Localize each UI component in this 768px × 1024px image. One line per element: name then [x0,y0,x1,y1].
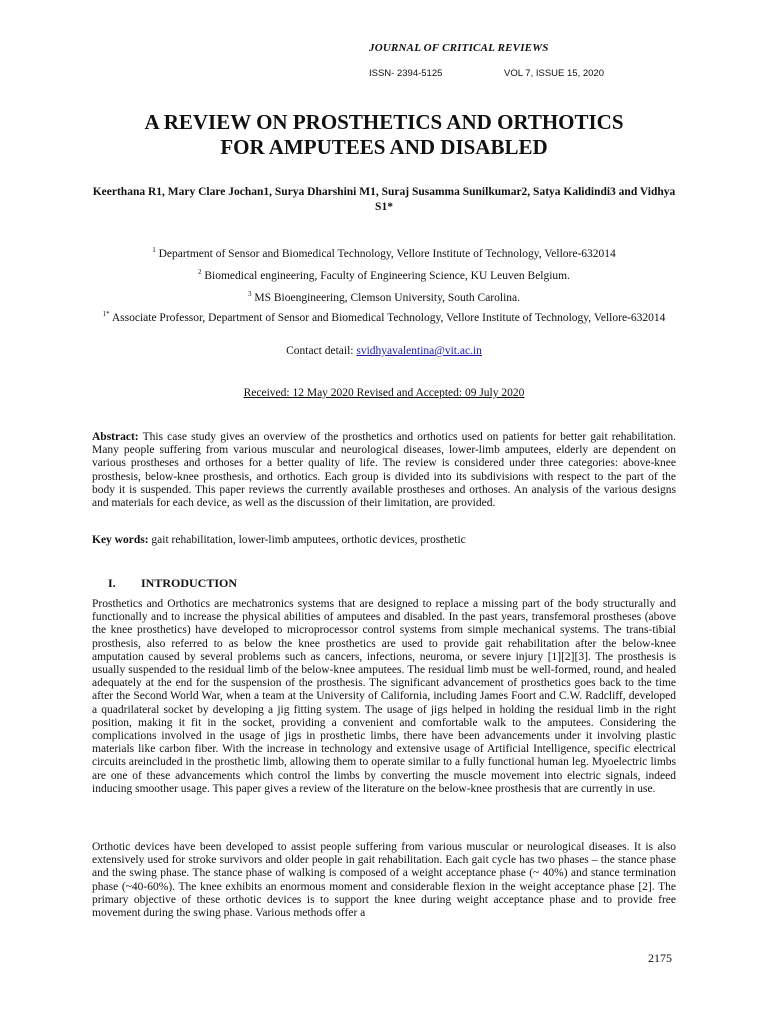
section-heading [108,576,237,591]
contact-detail [90,344,678,358]
affiliation-3-mark: 3 [247,290,252,298]
article-title-line-1: A REVIEW ON PROSTHETICS AND ORTHOTICS [144,110,624,134]
issn-number: ISSN- 2394-5125 [369,68,443,79]
affiliation-4-mark: 1* [102,310,110,318]
section-title: INTRODUCTION [141,576,238,590]
volume-issue: VOL 7, ISSUE 15, 2020 [504,68,604,79]
keywords-label: Key words: [92,534,149,546]
article-title-line-2: FOR AMPUTEES AND DISABLED [220,135,548,159]
contact-email-link[interactable]: svidhyavalentina@vit.ac.in [356,345,482,357]
abstract-label: Abstract: [92,431,139,443]
author-list: Keerthana R1, Mary Clare Jochan1, Surya Dharshini M1, Suraj Susamma Sunilkumar2, Satya Kalidindi3 and Vidhya S1* [92,186,676,213]
affiliation-4 [90,307,678,325]
abstract [92,431,676,510]
affiliation-3-text: MS Bioengineering, Clemson University, South Carolina. [254,291,521,304]
body-paragraph-2: Orthotic devices have been developed to assist people suffering from various muscular or neurological diseases. It is also extensively used for stroke survivors and older people in gait rehabilitation. Each gait cycle has two phases – the stance phase and the swing phase. The stance phase of walking is composed of a weight acceptance phase (~ 40%) and stance termination phase (~40-60%). The knee exhibits an enormous moment and considerable flexion in the weight acceptance phase [2]. The primary objective of these orthotic devices is to support the knee during weight acceptance phase and to provide free movement during the swing phase. Various methods offer a [92,841,676,920]
affiliation-2-text: Biomedical engineering, Faculty of Engineering Science, KU Leuven Belgium. [204,269,571,282]
article-title [60,110,708,160]
affiliation-1 [90,243,678,261]
body-paragraph-1: Prosthetics and Orthotics are mechatronics systems that are designed to replace a missing part of the body structurally and functionally and to increase the physical abilities of amputees and disabled. In the past years, transfemoral prostheses (above the knee prosthetics) have developed to microprocessor control systems from simple mechanical systems. The trans-tibial prosthesis, also referred to as below the knee prosthetics are used to provide gait rehabilitation after the below-knee amputation caused by several problems such as cancers, infections, neuroma, or severe injury [1][2][3]. The prosthesis is usually suspended to the residual limb of the below-knee amputees. The residual limb must be well-formed, round, and healed adequately at the end for the suspension of the prosthesis. The significant advancement of prosthetics goes back to the time after the Second World War, when a team at the University of California, including James Foort and C.W. Radcliff, developed a quadrilateral socket by developing a jig fitting system. The usage of jigs helped in holding the residual limb in the right position, making it fit in the socket, providing a convenient and comfortable walk to the amputees. Considering the complications involved in the usage of jigs in prosthetic limbs, there have been advancements under it involving plastic materials like carbon fiber. With the increase in technology and extensive usage of Artificial Intelligence, specific electrical circuits areincluded in the prosthetic limb, allowing them to operate similar to a fully functional human leg. Myoelectric limbs are one of these advancements which control the limbs by converting the muscle movement into electric signals, indeed inducing smoother usage. This paper gives a review of the literature on the below-knee prosthesis that are currently in use. [92,598,676,795]
affiliation-2-mark: 2 [197,268,202,276]
received-text: Received: 12 May 2020 Revised and Accepted: 09 July 2020 [243,387,525,399]
affiliation-4-text: Associate Professor, Department of Sensor and Biomedical Technology, Vellore Institute of Technology, Vellore-632014 [111,311,666,324]
journal-title: JOURNAL OF CRITICAL REVIEWS [369,42,549,54]
keywords [92,534,676,546]
affiliation-1-mark: 1 [152,246,156,254]
affiliation-1-text: Department of Sensor and Biomedical Technology, Vellore Institute of Technology, Vellore-632014 [158,247,616,260]
contact-label: Contact detail: [286,345,354,357]
abstract-text: This case study gives an overview of the prosthetics and orthotics used on patients for better gait rehabilitation. Many people suffering from various muscular and neurological diseases, lower-limb amputees, elderly are dependent on various prostheses and orthoses for a better quality of life. The review is considered under three categories: above-knee prosthesis, below-knee prosthesis, and orthotics. Each group is divided into its subdivisions with respect to the part of the body it is suspended. This paper reviews the currently available prostheses and orthoses. An analysis of the various designs and materials for each device, as well as the discussion of their limitation, are provided. [92,431,676,510]
affiliation-3 [90,287,678,305]
page-number: 2175 [648,951,672,965]
affiliation-2 [90,265,678,283]
received-dates [90,386,678,400]
section-number: I. [108,576,116,590]
keywords-text: gait rehabilitation, lower-limb amputees, orthotic devices, prosthetic [151,534,466,546]
